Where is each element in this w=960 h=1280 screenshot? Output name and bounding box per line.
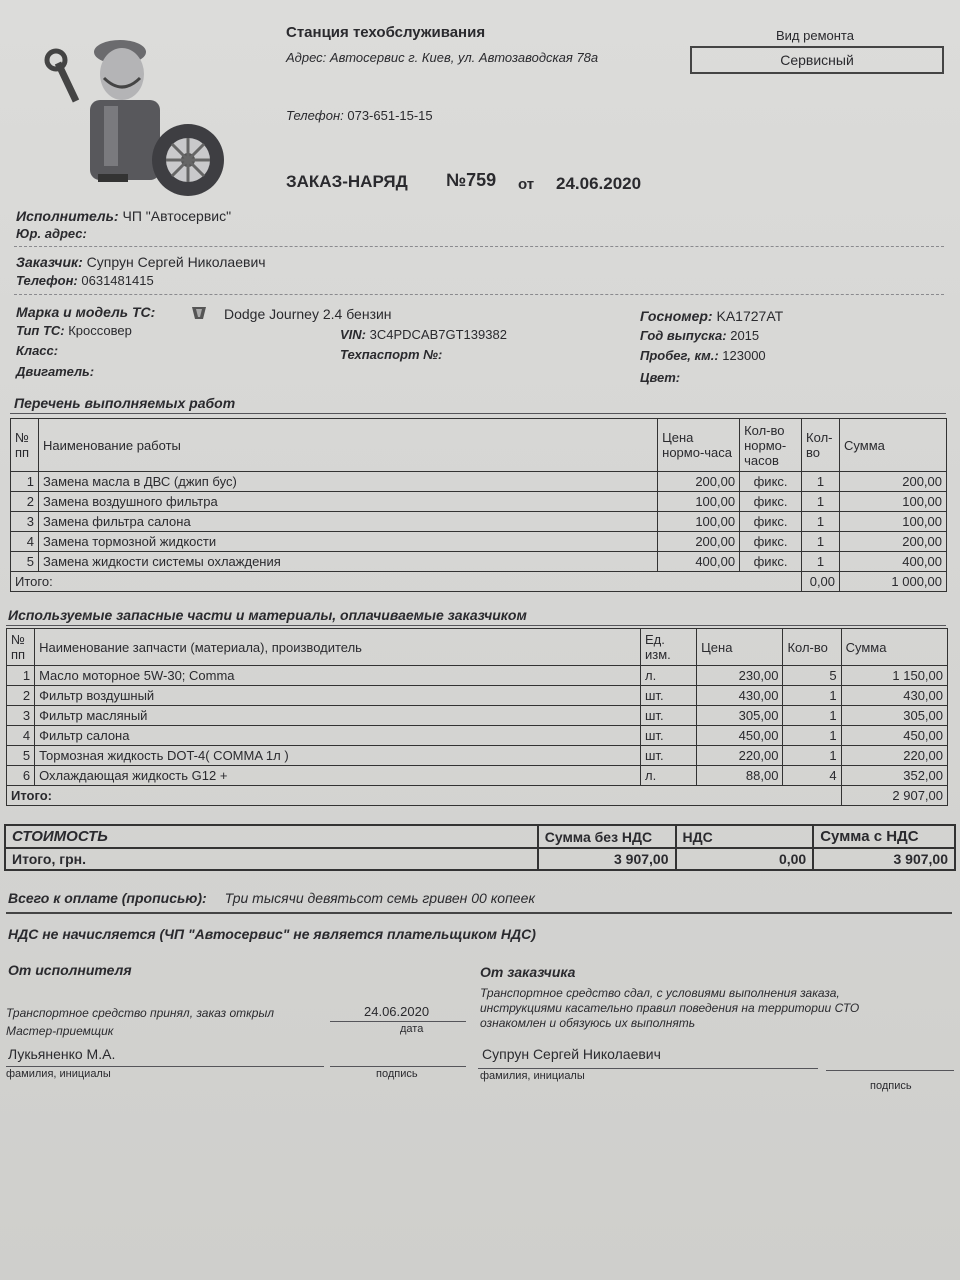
works-table <box>10 418 947 592</box>
works-total-row <box>11 572 947 592</box>
station-title: Станция техобслуживания <box>286 24 486 41</box>
works-cell: 5 <box>11 552 39 572</box>
customer-terms-line: ознакомлен и обязуюсь их выполнять <box>480 1016 696 1030</box>
works-cell: 200,00 <box>840 472 947 492</box>
table-row <box>11 512 947 532</box>
parts-header-price: Цена <box>697 629 783 666</box>
cost-table <box>4 824 956 871</box>
station-phone-value: 073-651-15-15 <box>347 108 433 123</box>
with-vat-value: 3 907,00 <box>813 848 955 870</box>
parts-cell: 430,00 <box>697 686 783 706</box>
legal-address-label: Юр. адрес: <box>16 226 87 241</box>
address-value: Автосервис г. Киев, ул. Автозаводская 78а <box>329 50 599 65</box>
color-label: Цвет: <box>640 370 681 385</box>
executor-accepted-text: Транспортное средство принял, заказ открыл <box>6 1006 275 1020</box>
from-executor-title: От исполнителя <box>8 962 132 978</box>
works-total-sum: 1 000,00 <box>840 572 947 592</box>
section-rule <box>6 625 946 626</box>
customer-terms-line: Транспортное средство сдал, с условиями выполнения заказа, <box>480 986 840 1000</box>
works-header-row <box>11 419 947 472</box>
works-total-label: Итого: <box>11 572 802 592</box>
table-row <box>11 492 947 512</box>
works-cell: 400,00 <box>840 552 947 572</box>
plate-label: Госномер: <box>640 308 713 324</box>
executor-name-caption: фамилия, инициалы <box>6 1068 111 1080</box>
station-phone-label: Телефон: <box>286 108 344 123</box>
class-label: Класс: <box>16 343 59 358</box>
parts-cell: 1 <box>7 666 35 686</box>
works-cell: Замена жидкости системы охлаждения <box>38 552 657 572</box>
parts-cell: шт. <box>641 746 697 766</box>
no-vat-label: Сумма без НДС <box>538 825 676 848</box>
parts-cell: 305,00 <box>841 706 947 726</box>
table-row <box>7 766 948 786</box>
divider <box>14 294 944 295</box>
works-cell: 1 <box>802 512 840 532</box>
parts-cell: 230,00 <box>697 666 783 686</box>
parts-total-row <box>7 786 948 806</box>
customer-value: Супрун Сергей Николаевич <box>86 254 266 270</box>
table-row <box>11 532 947 552</box>
master-label: Мастер-приемщик <box>6 1024 114 1038</box>
works-cell: 100,00 <box>658 492 740 512</box>
customer-phone-value: 0631481415 <box>81 273 154 288</box>
date-caption: дата <box>400 1023 424 1035</box>
parts-cell: Фильтр масляный <box>35 706 641 726</box>
name-line <box>478 1068 818 1069</box>
parts-header-qty: Кол-во <box>783 629 841 666</box>
parts-cell: 450,00 <box>841 726 947 746</box>
order-from: от <box>518 176 535 193</box>
executor-label: Исполнитель: <box>16 208 119 224</box>
parts-total-sum: 2 907,00 <box>841 786 947 806</box>
mechanic-mascot-logo <box>38 18 238 196</box>
parts-cell: Фильтр воздушный <box>35 686 641 706</box>
mileage-value: 123000 <box>722 348 766 363</box>
parts-cell: 5 <box>7 746 35 766</box>
works-header-rate: Цена нормо-часа <box>658 419 740 472</box>
parts-header-sum: Сумма <box>841 629 947 666</box>
parts-cell: 1 <box>783 686 841 706</box>
parts-header-name: Наименование запчасти (материала), производитель <box>35 629 641 666</box>
order-date: 24.06.2020 <box>556 174 642 193</box>
year-value: 2015 <box>730 328 760 343</box>
parts-header-row <box>7 629 948 666</box>
works-header-name: Наименование работы <box>38 419 657 472</box>
parts-cell: 430,00 <box>841 686 947 706</box>
parts-cell: Масло моторное 5W-30; Comma <box>35 666 641 686</box>
vin-value: 3C4PDCAB7GT139382 <box>369 327 507 342</box>
payment-value: Три тысячи девятьсот семь гривен 00 копеек <box>224 890 535 906</box>
vat-note: НДС не начисляется (ЧП "Автосервис" не является плательщиком НДС) <box>8 926 536 942</box>
vat-label: НДС <box>676 825 814 848</box>
parts-cell: Тормозная жидкость DOT-4( COMMA 1л ) <box>35 746 641 766</box>
works-header-qty: Кол-во <box>802 419 840 472</box>
customer-phone-label: Телефон: <box>16 273 78 288</box>
parts-cell: 305,00 <box>697 706 783 726</box>
works-cell: Замена воздушного фильтра <box>38 492 657 512</box>
parts-cell: 6 <box>7 766 35 786</box>
works-header-sum: Сумма <box>840 419 947 472</box>
customer-sign-name: Супрун Сергей Николаевич <box>482 1046 661 1062</box>
table-row <box>11 552 947 572</box>
divider <box>14 246 944 247</box>
table-row <box>11 472 947 492</box>
works-cell: 1 <box>802 532 840 552</box>
works-cell: 200,00 <box>658 532 740 552</box>
parts-header-unit: Ед. изм. <box>641 629 697 666</box>
works-cell: 100,00 <box>840 512 947 532</box>
works-cell: 200,00 <box>658 472 740 492</box>
works-cell: Замена масла в ДВС (джип бус) <box>38 472 657 492</box>
parts-cell: 220,00 <box>697 746 783 766</box>
works-header-num: № пп <box>11 419 39 472</box>
parts-cell: 4 <box>783 766 841 786</box>
customer-label: Заказчик: <box>16 254 83 270</box>
vat-value: 0,00 <box>676 848 814 870</box>
works-cell: фикс. <box>740 552 802 572</box>
parts-cell: л. <box>641 666 697 686</box>
cost-title: СТОИМОСТЬ <box>5 825 538 848</box>
works-cell: 1 <box>802 552 840 572</box>
with-vat-label: Сумма с НДС <box>813 825 955 848</box>
no-vat-value: 3 907,00 <box>538 848 676 870</box>
parts-cell: шт. <box>641 686 697 706</box>
type-label: Тип ТС: <box>16 323 65 338</box>
from-customer-title: От заказчика <box>480 964 576 980</box>
executor-date: 24.06.2020 <box>364 1004 430 1019</box>
parts-cell: 220,00 <box>841 746 947 766</box>
works-cell: фикс. <box>740 492 802 512</box>
works-cell: фикс. <box>740 532 802 552</box>
works-cell: 100,00 <box>840 492 947 512</box>
payment-label: Всего к оплате (прописью): <box>8 890 207 906</box>
works-total-qty: 0,00 <box>802 572 840 592</box>
works-cell: 1 <box>802 472 840 492</box>
executor-name: Лукьяненко М.А. <box>8 1046 116 1062</box>
parts-total-label: Итого: <box>7 786 842 806</box>
parts-cell: Охлаждающая жидкость G12 + <box>35 766 641 786</box>
parts-cell: л. <box>641 766 697 786</box>
passport-label: Техпаспорт №: <box>340 347 443 362</box>
address-label: Адрес: <box>286 50 327 65</box>
order-number: №759 <box>446 170 497 190</box>
works-cell: 1 <box>802 492 840 512</box>
model-value: Dodge Journey 2.4 бензин <box>224 306 392 322</box>
parts-cell: 88,00 <box>697 766 783 786</box>
table-row <box>7 726 948 746</box>
parts-cell: 1 150,00 <box>841 666 947 686</box>
parts-cell: 1 <box>783 746 841 766</box>
year-label: Год выпуска: <box>640 328 727 343</box>
parts-cell: 5 <box>783 666 841 686</box>
repair-type-value: Сервисный <box>690 46 944 74</box>
repair-type-label: Вид ремонта <box>776 28 854 43</box>
section-rule <box>10 413 946 414</box>
model-label: Марка и модель ТС: <box>16 304 156 320</box>
parts-cell: 1 <box>783 706 841 726</box>
mileage-label: Пробег, км.: <box>640 348 719 363</box>
parts-cell: 352,00 <box>841 766 947 786</box>
parts-cell: 4 <box>7 726 35 746</box>
payment-rule <box>6 912 952 914</box>
parts-cell: 1 <box>783 726 841 746</box>
works-cell: 3 <box>11 512 39 532</box>
parts-cell: Фильтр салона <box>35 726 641 746</box>
parts-table <box>6 628 948 806</box>
works-cell: 1 <box>11 472 39 492</box>
works-cell: 2 <box>11 492 39 512</box>
parts-header-num: № пп <box>7 629 35 666</box>
table-row <box>7 706 948 726</box>
signature-line <box>330 1066 466 1067</box>
dodge-logo-icon <box>190 305 208 321</box>
works-cell: Замена фильтра салона <box>38 512 657 532</box>
executor-value: ЧП "Автосервис" <box>122 208 232 224</box>
works-cell: 100,00 <box>658 512 740 532</box>
engine-label: Двигатель: <box>16 364 95 379</box>
type-value: Кроссовер <box>68 323 132 338</box>
works-header-hours: Кол-во нормо-часов <box>740 419 802 472</box>
signature-line <box>826 1070 954 1071</box>
executor-sign-caption: подпись <box>376 1068 418 1080</box>
parts-section-title: Используемые запасные части и материалы, оплачиваемые заказчиком <box>8 607 527 623</box>
parts-cell: шт. <box>641 726 697 746</box>
customer-sign-caption: подпись <box>870 1080 912 1092</box>
parts-cell: шт. <box>641 706 697 726</box>
parts-cell: 450,00 <box>697 726 783 746</box>
works-cell: фикс. <box>740 512 802 532</box>
works-cell: Замена тормозной жидкости <box>38 532 657 552</box>
cost-total-label: Итого, грн. <box>5 848 538 870</box>
customer-name-caption: фамилия, инициалы <box>480 1070 585 1082</box>
table-row <box>7 666 948 686</box>
name-line <box>6 1066 324 1067</box>
customer-terms-line: инструкциями касательно правил поведения на территории СТО <box>480 1001 860 1015</box>
works-cell: 200,00 <box>840 532 947 552</box>
vin-label: VIN: <box>340 327 366 342</box>
works-cell: фикс. <box>740 472 802 492</box>
table-row <box>7 746 948 766</box>
customer-terms-text <box>480 986 859 1031</box>
date-line <box>330 1021 466 1022</box>
parts-cell: 2 <box>7 686 35 706</box>
works-section-title: Перечень выполняемых работ <box>14 395 236 411</box>
parts-cell: 3 <box>7 706 35 726</box>
works-cell: 400,00 <box>658 552 740 572</box>
order-title: ЗАКАЗ-НАРЯД <box>286 172 408 191</box>
plate-value: KA1727AT <box>716 308 784 324</box>
works-cell: 4 <box>11 532 39 552</box>
table-row <box>7 686 948 706</box>
